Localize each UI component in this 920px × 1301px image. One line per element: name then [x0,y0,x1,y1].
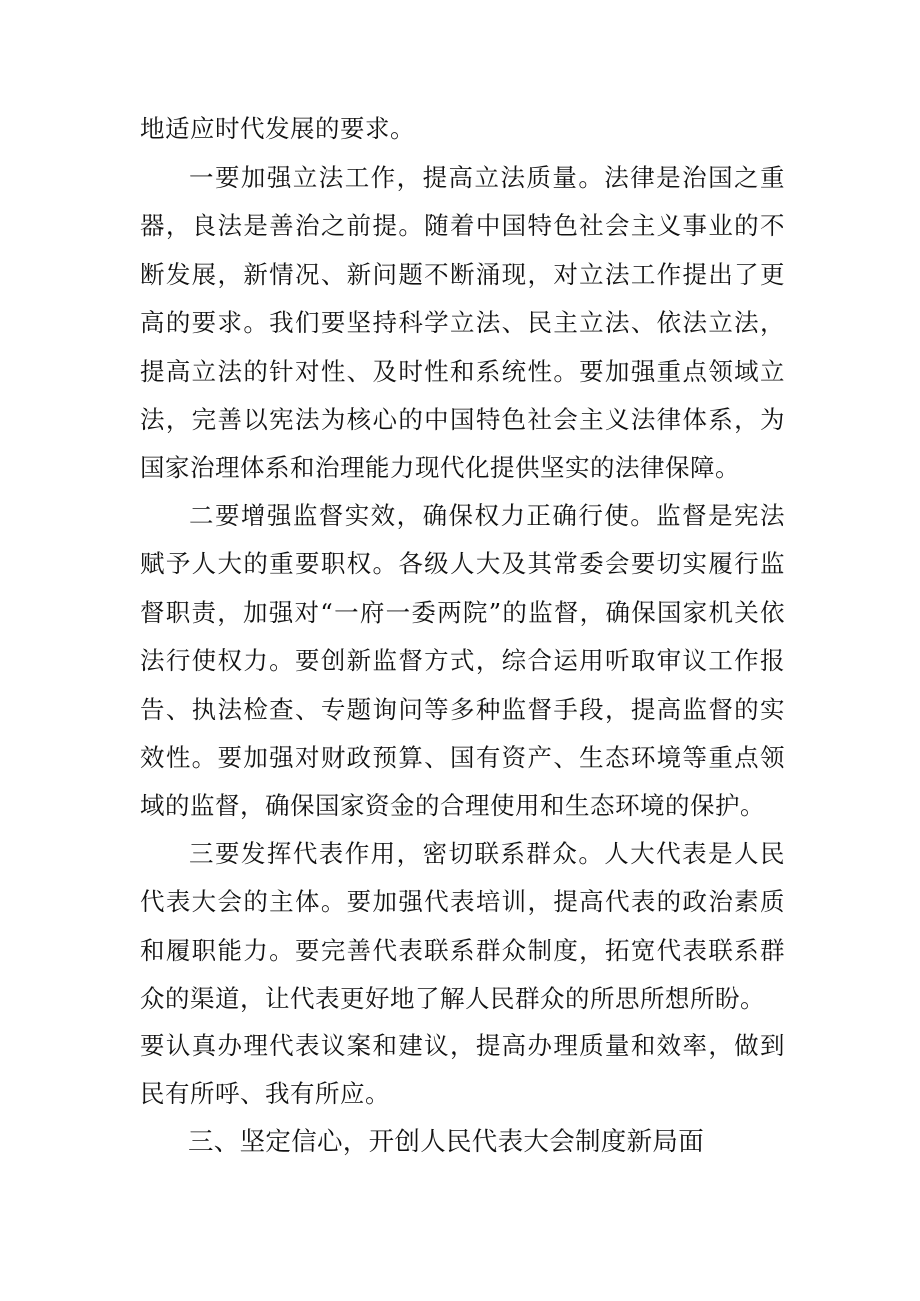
paragraph-deputies: 三要发挥代表作用，密切联系群众。人大代表是人民代表大会的主体。要加强代表培训，提高代表的政治素质和履职能力。要完善代表联系群众制度，拓宽代表联系群众的渠道，让代表更好地了解人民群众的所思所想所盼。 [140,839,785,1014]
paragraph-continuation: 地适应时代发展的要求。 [140,114,415,143]
paragraph-proposals: 要认真办理代表议案和建议，提高办理质量和效率，做到民有所呼、我有所应。 [140,1031,785,1109]
paragraph-legislation: 一要加强立法工作，提高立法质量。法律是治国之重器，良法是善治之前提。随着中国特色社会主义事业的不断发展，新情况、新问题不断涌现，对立法工作提出了更高的要求。我们要坚持科学立法、民主立法、依法立法，提高立法的针对性、及时性和系统性。要加强重点领域立法，完善以宪法为核心的中国特色社会主义法律体系，为国家治理体系和治理能力现代化提供坚实的法律保障。 [140,163,785,483]
section-heading: 三、坚定信心，开创人民代表大会制度新局面 [188,1127,705,1157]
paragraph-supervision: 二要增强监督实效，确保权力正确行使。监督是宪法赋予人大的重要职权。各级人大及其常委会要切实履行监督职责，加强对“一府一委两院”的监督，确保国家机关依法行使权力。要创新监督方式，综合运用听取审议工作报告、执法检查、专题询问等多种监督手段，提高监督的实效性。要加强对财政预算、国有资产、生态环境等重点领域的监督，确保国家资金的合理使用和生态环境的保护。 [140,501,785,821]
